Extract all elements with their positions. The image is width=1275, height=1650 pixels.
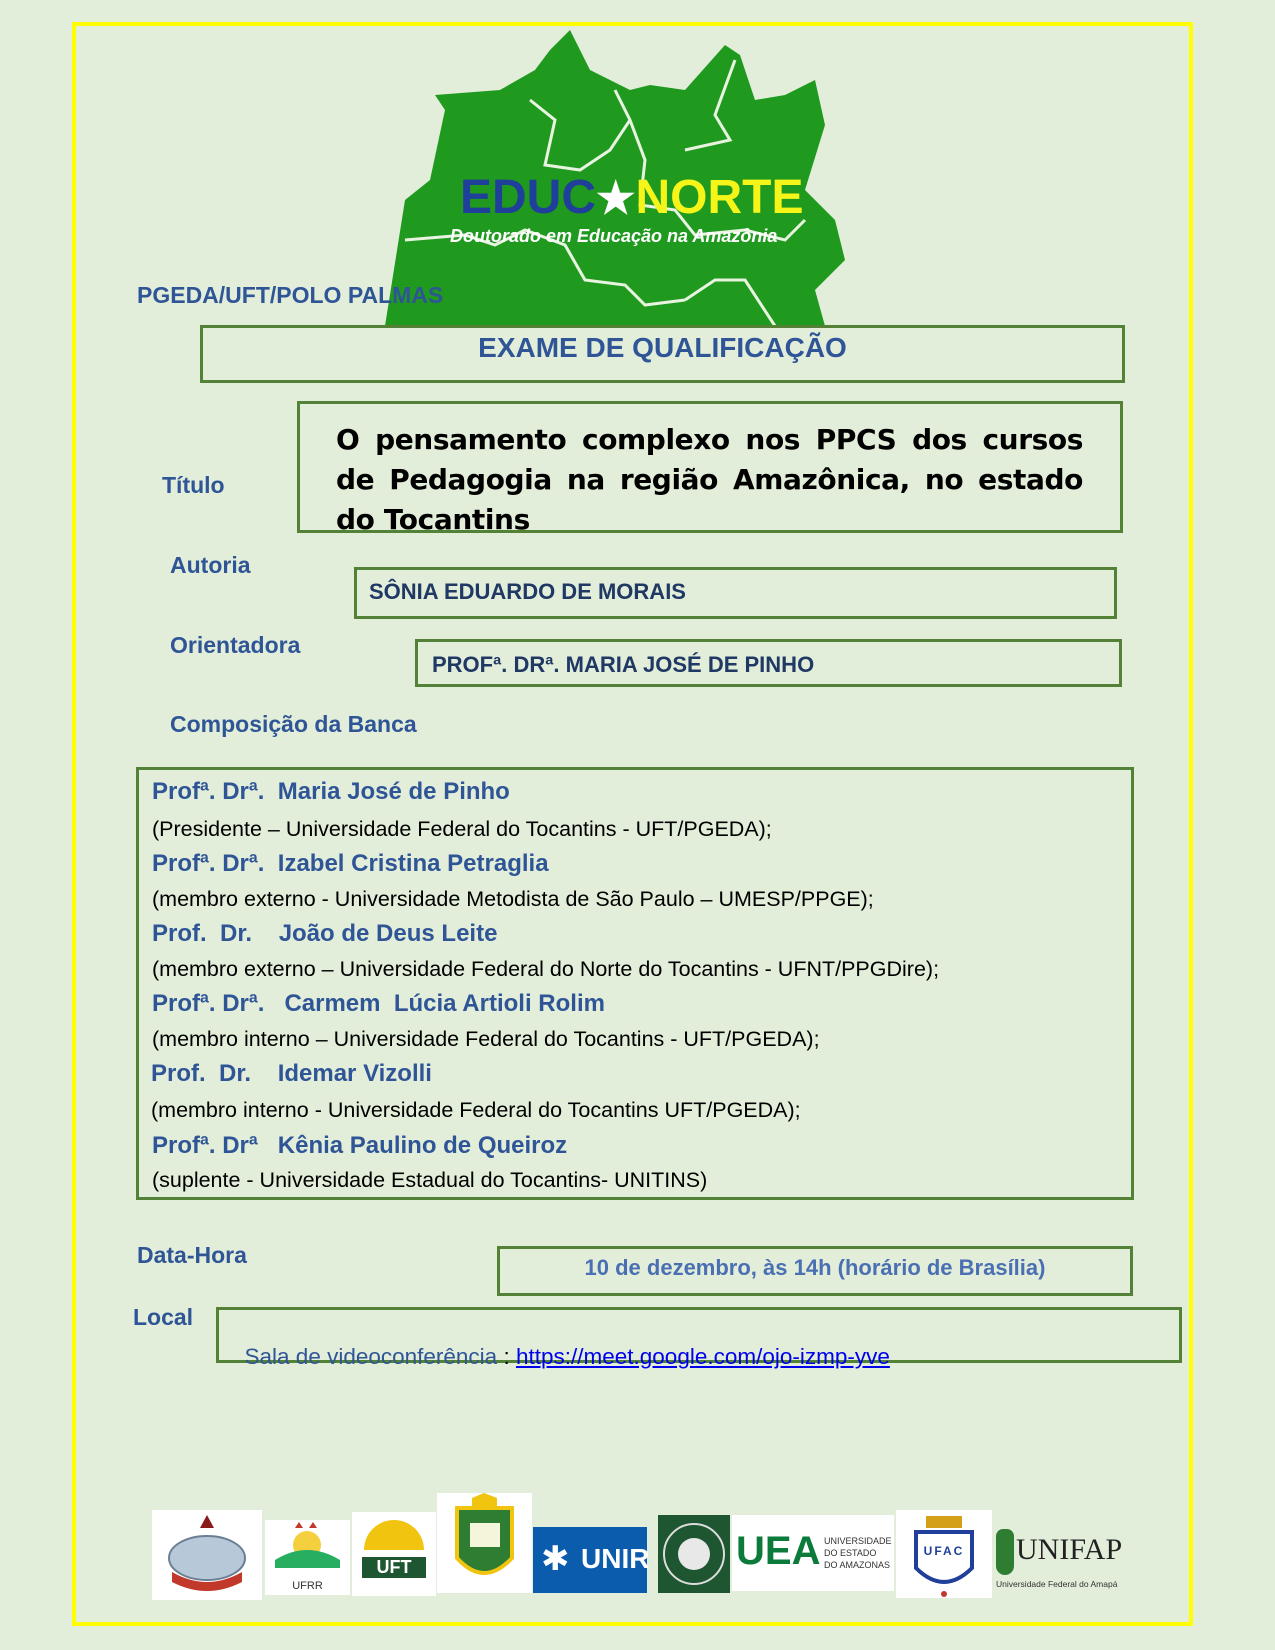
- unir-text: UNIR: [581, 1543, 650, 1574]
- advisor-name: PROFª. DRª. MARIA JOSÉ DE PINHO: [432, 652, 815, 677]
- ufrr-logo: [265, 1520, 350, 1595]
- advisor-label: Orientadora: [170, 632, 301, 658]
- uft-text: UFT: [362, 1557, 426, 1578]
- committee-member-affiliation: (membro externo – Universidade Federal do Norte do Tocantins - UFNT/PPGDire);: [152, 957, 940, 981]
- title-label: Título: [162, 472, 225, 498]
- committee-member-name: Prof. Dr. João de Deus Leite: [152, 920, 498, 947]
- uea-logo: [732, 1515, 894, 1591]
- ufrr-text: UFRR: [292, 1580, 323, 1592]
- meet-link[interactable]: https://meet.google.com/ojo-izmp-yve: [515, 1344, 890, 1369]
- university-crest-logo: [152, 1510, 262, 1600]
- committee-member-affiliation: (Presidente – Universidade Federal do Tocantins - UFT/PGEDA);: [152, 817, 772, 841]
- committee-label: Composição da Banca: [170, 711, 417, 737]
- committee-member-name: Prof. Dr. Idemar Vizolli: [151, 1060, 432, 1087]
- committee-member-affiliation: (membro interno – Universidade Federal do Tocantins - UFT/PGEDA);: [152, 1027, 820, 1051]
- date-value: 10 de dezembro, às 14h (horário de Brasília): [584, 1255, 1046, 1280]
- unir-snowflake-icon: ✱: [541, 1540, 570, 1578]
- unifap-text: UNIFAP: [1016, 1533, 1123, 1566]
- committee-member-name: Profª. Drª. Izabel Cristina Petraglia: [152, 850, 549, 877]
- place-prefix: Sala de videoconferência: [244, 1344, 498, 1369]
- committee-member-affiliation: (membro externo - Universidade Metodista de São Paulo – UMESP/PPGE);: [152, 887, 874, 911]
- place-label: Local: [133, 1304, 194, 1330]
- place-line: [232, 1318, 890, 1370]
- uft-sun-icon: [352, 1512, 436, 1552]
- ufac-logo: [896, 1510, 992, 1598]
- uea-subtitle: UNIVERSIDADE DO ESTADO DO AMAZONAS: [824, 1536, 892, 1570]
- unifap-emblem-icon: [996, 1529, 1014, 1575]
- crest-shield-logo: [437, 1493, 532, 1593]
- unifap-logo: [994, 1527, 1123, 1597]
- author-name: SÔNIA EDUARDO DE MORAIS: [369, 579, 686, 604]
- unir-logo: [533, 1527, 650, 1593]
- committee-member-affiliation: (membro interno - Universidade Federal do Tocantins UFT/PGEDA);: [151, 1098, 801, 1122]
- uft-logo: [352, 1512, 436, 1596]
- unifap-subtitle: Universidade Federal do Amapá: [996, 1579, 1118, 1589]
- committee-member-name: Profª. Drª. Maria José de Pinho: [152, 778, 510, 805]
- program-label: PGEDA/UFT/POLO PALMAS: [137, 282, 444, 308]
- exam-title: EXAME DE QUALIFICAÇÃO: [478, 332, 847, 363]
- committee-member-affiliation: (suplente - Universidade Estadual do Tocantins- UNITINS): [152, 1168, 708, 1192]
- educanorte-wordmark: EDUC★NORTE: [460, 171, 804, 224]
- committee-member-name: Profª. Drª. Carmem Lúcia Artioli Rolim: [152, 990, 605, 1017]
- thesis-title: O pensamento complexo nos PPCS dos cursos de Pedagogia na região Amazônica, no estado do Tocantins: [336, 423, 1083, 536]
- round-seal-logo: [658, 1515, 730, 1593]
- ufrr-emblem-icon: [265, 1520, 350, 1575]
- place-separator: :: [497, 1344, 516, 1369]
- date-label: Data-Hora: [137, 1242, 247, 1268]
- committee-member-name: Profª. Drª Kênia Paulino de Queiroz: [152, 1132, 568, 1159]
- uea-text: UEA: [736, 1529, 821, 1573]
- author-label: Autoria: [170, 552, 251, 578]
- ufac-letters: UFAC: [923, 1544, 965, 1558]
- educanorte-subtitle: Doutorado em Educação na Amazônia: [450, 226, 778, 246]
- star-icon: ★: [596, 174, 636, 223]
